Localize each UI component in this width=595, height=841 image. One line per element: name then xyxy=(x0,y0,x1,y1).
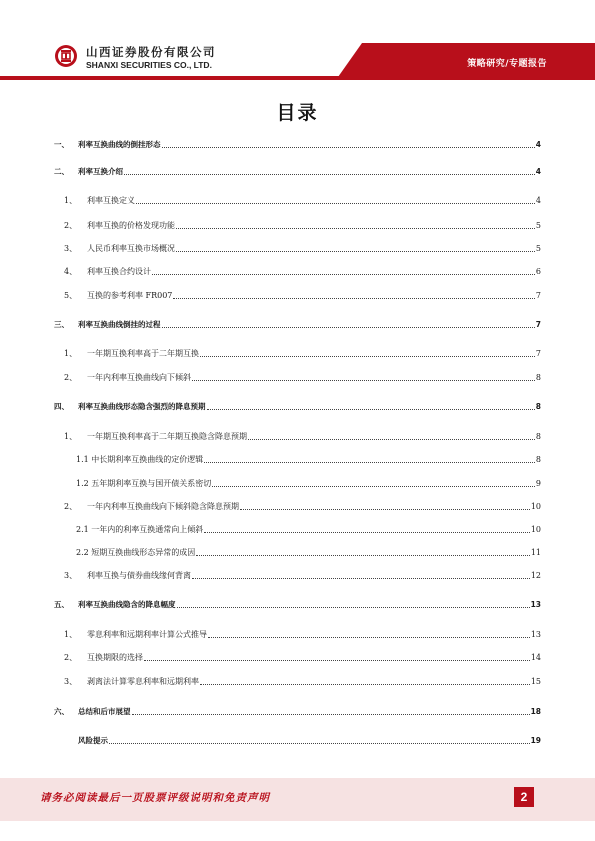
toc-entry-title: 利率互换曲线的倒挂形态 xyxy=(78,140,161,149)
toc-entry-title: 利率互换介绍 xyxy=(78,167,123,176)
toc-entry-number: 四、 xyxy=(54,402,69,411)
toc-entry-number: 1、 xyxy=(64,196,78,205)
toc-dot-leader xyxy=(196,555,530,556)
toc-entry-page: 4 xyxy=(535,196,541,205)
report-type-label: 策略研究/专题报告 xyxy=(467,59,547,69)
toc-dot-leader xyxy=(240,509,530,510)
toc-entry-title: 互换的参考利率 FR007 xyxy=(87,291,173,300)
toc-entry-page: 10 xyxy=(530,525,541,534)
toc-entry-number: 五、 xyxy=(54,600,69,609)
toc-entry-page: 18 xyxy=(530,707,541,716)
toc-entry[interactable] xyxy=(64,571,541,581)
toc-entry-number: 3、 xyxy=(64,677,78,686)
toc-dot-leader xyxy=(177,607,530,608)
toc-entry-title: 总结和后市展望 xyxy=(78,707,131,716)
toc-entry-title: 1.2 五年期利率互换与国开债关系密切 xyxy=(76,479,212,488)
toc-dot-leader xyxy=(248,439,535,440)
toc-entry-title: 利率互换曲线形态隐含强烈的降息预期 xyxy=(78,402,206,411)
toc-title: 目录 xyxy=(276,102,319,124)
toc-entry-page: 8 xyxy=(535,432,541,441)
page-header xyxy=(0,0,595,80)
toc-entry[interactable] xyxy=(64,630,541,640)
toc-entry-page: 5 xyxy=(535,221,541,230)
page-number: 2 xyxy=(514,787,534,807)
toc-dot-leader xyxy=(124,174,535,175)
toc-dot-leader xyxy=(200,684,530,685)
toc-entry[interactable] xyxy=(54,402,541,412)
toc-entry-title: 互换期限的选择 xyxy=(87,653,143,662)
toc-dot-leader xyxy=(162,327,535,328)
toc-entry-number: 3、 xyxy=(64,571,78,580)
toc-entry-page: 6 xyxy=(535,267,541,276)
toc-entry[interactable] xyxy=(54,167,541,177)
toc-entry-page: 19 xyxy=(530,736,541,745)
toc-entry[interactable] xyxy=(76,525,541,535)
toc-entry-number: 1、 xyxy=(64,432,78,441)
toc-entry-title: 零息利率和远期利率计算公式推导 xyxy=(87,630,207,639)
toc-entry-number: 一、 xyxy=(54,140,69,149)
toc-dot-leader xyxy=(204,532,530,533)
toc-entry-title: 利率互换曲线隐含的降息幅度 xyxy=(78,600,176,609)
toc-dot-leader xyxy=(207,409,535,410)
toc-entry-page: 5 xyxy=(535,244,541,253)
toc-entry[interactable] xyxy=(64,267,541,277)
shanxi-securities-logo-icon xyxy=(54,44,78,68)
toc-dot-leader xyxy=(176,228,535,229)
toc-entry-number: 2、 xyxy=(64,221,78,230)
toc-entry-page: 8 xyxy=(535,373,541,382)
toc-dot-leader xyxy=(192,380,535,381)
toc-dot-leader xyxy=(144,660,530,661)
toc-entry-title: 风险提示 xyxy=(78,736,108,745)
toc-entry-title: 利率互换与债券曲线缘何背离 xyxy=(87,571,191,580)
toc-entry[interactable] xyxy=(54,707,541,717)
toc-entry[interactable] xyxy=(64,677,541,687)
toc-entry-number: 2、 xyxy=(64,502,78,511)
toc-entry-page: 4 xyxy=(535,167,541,176)
toc-entry-number: 六、 xyxy=(54,707,69,716)
toc-entry[interactable] xyxy=(64,653,541,663)
toc-dot-leader xyxy=(204,462,535,463)
toc-entry-page: 11 xyxy=(530,548,541,557)
toc-entry-number: 5、 xyxy=(64,291,78,300)
toc-entry-number: 2、 xyxy=(64,373,78,382)
toc-entry-page: 14 xyxy=(530,653,541,662)
toc-dot-leader xyxy=(192,578,530,579)
toc-entry-title: 一年期互换利率高于二年期互换 xyxy=(87,349,199,358)
toc-entry-number: 二、 xyxy=(54,167,69,176)
toc-entry-title: 剥离法计算零息利率和远期利率 xyxy=(87,677,199,686)
toc-entry-title: 一年内利率互换曲线向下倾斜 xyxy=(87,373,191,382)
toc-entry-title: 2.2 短期互换曲线形态异常的成因 xyxy=(76,548,196,557)
toc-entry-title: 2.1 一年内的利率互换通常向上倾斜 xyxy=(76,525,204,534)
toc-dot-leader xyxy=(132,714,530,715)
toc-entry[interactable] xyxy=(64,221,541,231)
toc-dot-leader xyxy=(212,486,535,487)
toc-entry-number: 3、 xyxy=(64,244,78,253)
toc-dot-leader xyxy=(208,637,530,638)
toc-entry-page: 9 xyxy=(535,479,541,488)
toc-entry-title: 一年内利率互换曲线向下倾斜隐含降息预期 xyxy=(87,502,239,511)
toc-entry[interactable] xyxy=(64,196,541,206)
toc-entry-number: 4、 xyxy=(64,267,78,276)
toc-entry[interactable] xyxy=(76,479,541,489)
toc-entry[interactable] xyxy=(54,736,541,746)
toc-entry[interactable] xyxy=(64,349,541,359)
toc-entry-number: 1、 xyxy=(64,349,78,358)
toc-dot-leader xyxy=(152,274,535,275)
toc-entry-title: 人民币利率互换市场概况 xyxy=(87,244,175,253)
toc-dot-leader xyxy=(136,203,535,204)
toc-entry-page: 7 xyxy=(535,291,541,300)
company-name-en: SHANXI SECURITIES CO., LTD. xyxy=(86,60,212,70)
toc-dot-leader xyxy=(173,298,535,299)
toc-entry-page: 13 xyxy=(530,630,541,639)
toc-entry-page: 15 xyxy=(530,677,541,686)
company-name-cn: 山西证券股份有限公司 xyxy=(86,45,216,59)
toc-entry-number: 三、 xyxy=(54,320,69,329)
toc-entry-title: 一年期互换利率高于二年期互换隐含降息预期 xyxy=(87,432,247,441)
toc-entry-title: 利率互换曲线倒挂的过程 xyxy=(78,320,161,329)
toc-entry[interactable] xyxy=(64,502,541,512)
toc-entry-number: 2、 xyxy=(64,653,78,662)
toc-entry-title: 利率互换定义 xyxy=(87,196,135,205)
toc-entry[interactable] xyxy=(54,140,541,150)
toc-entry[interactable] xyxy=(64,291,541,301)
toc-entry-page: 4 xyxy=(535,140,541,149)
toc-dot-leader xyxy=(200,356,535,357)
toc-entry-page: 7 xyxy=(535,320,541,329)
toc-dot-leader xyxy=(109,743,530,744)
toc-entry[interactable] xyxy=(76,548,541,558)
toc-dot-leader xyxy=(162,147,535,148)
toc-entry-page: 12 xyxy=(530,571,541,580)
toc-entry-page: 10 xyxy=(530,502,541,511)
toc-entry[interactable] xyxy=(54,320,541,330)
toc-entry-title: 利率互换的价格发现功能 xyxy=(87,221,175,230)
toc-entry[interactable] xyxy=(64,373,541,383)
toc-entry-page: 7 xyxy=(535,349,541,358)
toc-entry-title: 利率互换合约设计 xyxy=(87,267,151,276)
header-divider xyxy=(0,76,595,80)
toc-entry[interactable] xyxy=(54,600,541,610)
toc-entry[interactable] xyxy=(64,432,541,442)
toc-entry-page: 8 xyxy=(535,455,541,464)
toc-entry-title: 1.1 中长期利率互换曲线的定价逻辑 xyxy=(76,455,204,464)
toc-dot-leader xyxy=(176,251,535,252)
toc-entry-page: 8 xyxy=(535,402,541,411)
toc-entry-page: 13 xyxy=(530,600,541,609)
disclaimer-notice: 请务必阅读最后一页股票评级说明和免责声明 xyxy=(40,792,270,804)
toc-entry-number: 1、 xyxy=(64,630,78,639)
toc-entry[interactable] xyxy=(64,244,541,254)
toc-entry[interactable] xyxy=(76,455,541,465)
